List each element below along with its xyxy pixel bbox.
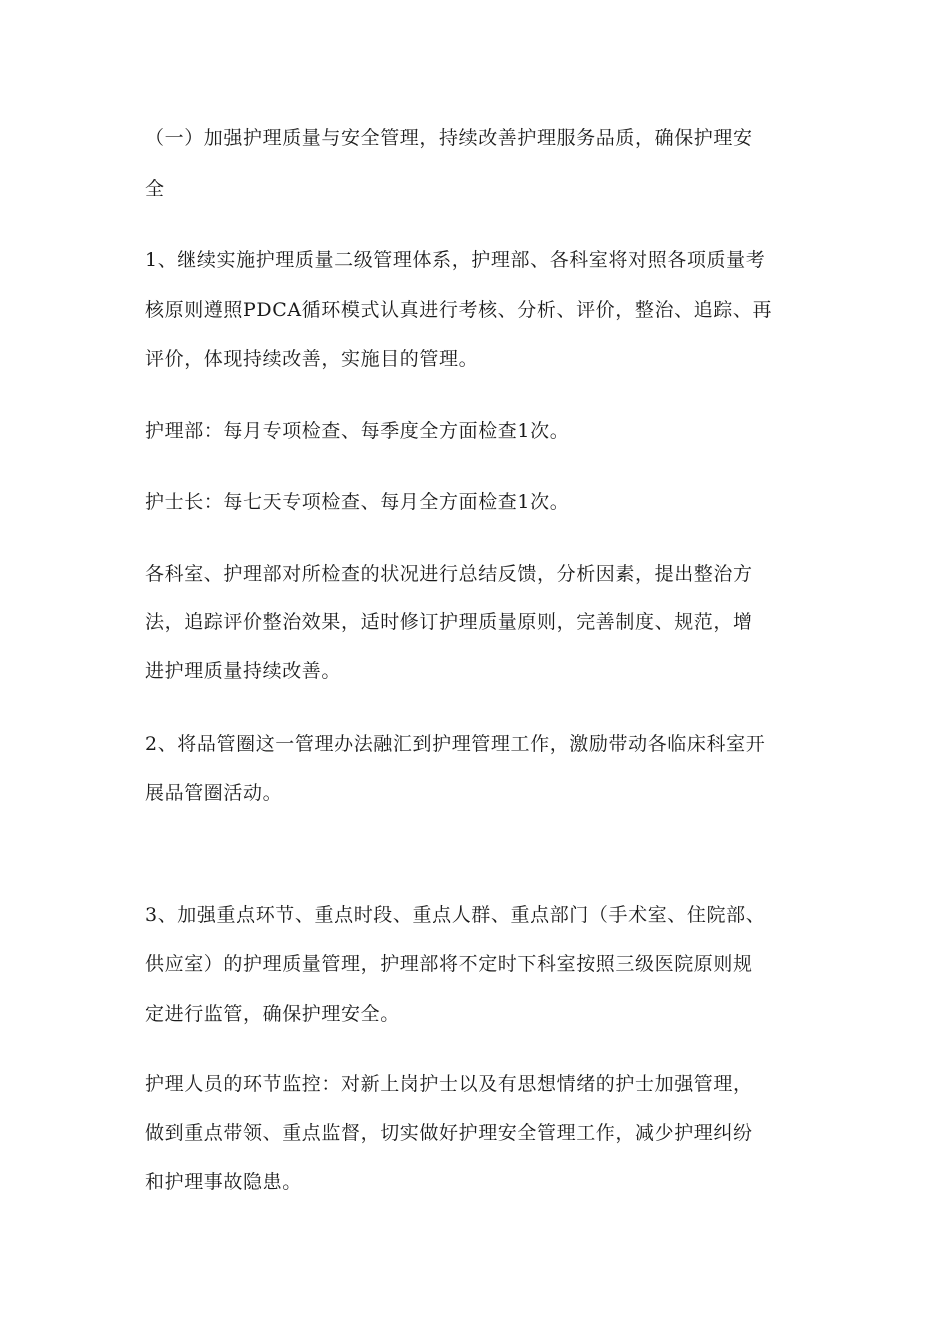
- item-1-line-1: 1、继续实施护理质量二级管理体系，护理部、各科室将对照各项质量考: [145, 249, 766, 271]
- item-3-line-1: 3、加强重点环节、重点时段、重点人群、重点部门（手术室、住院部、: [145, 904, 766, 926]
- feedback-paragraph-line-1: 各科室、护理部对所检查的状况进行总结反馈，分析因素，提出整治方: [145, 563, 753, 585]
- item-1-line-3: 评价，体现持续改善，实施目的管理。: [145, 348, 479, 370]
- staff-monitoring-line-1: 护理人员的环节监控：对新上岗护士以及有思想情绪的护士加强管理，: [145, 1073, 753, 1095]
- item-2-line-1: 2、将品管圈这一管理办法融汇到护理管理工作，激励带动各临床科室开: [145, 733, 766, 755]
- nursing-dept-check-line: 护理部：每月专项检查、每季度全方面检查1次。: [145, 420, 570, 442]
- item-3-line-2: 供应室）的护理质量管理，护理部将不定时下科室按照三级医院原则规: [145, 953, 753, 975]
- item-1-line-2: 核原则遵照PDCA循环模式认真进行考核、分析、评价，整治、追踪、再: [145, 299, 773, 321]
- head-nurse-check-line: 护士长：每七天专项检查、每月全方面检查1次。: [145, 491, 570, 513]
- item-2-line-2: 展品管圈活动。: [145, 782, 283, 804]
- section-heading-line-2: 全: [145, 178, 165, 200]
- feedback-paragraph-line-3: 进护理质量持续改善。: [145, 660, 342, 682]
- staff-monitoring-line-2: 做到重点带领、重点监督，切实做好护理安全管理工作，减少护理纠纷: [145, 1122, 753, 1144]
- staff-monitoring-line-3: 和护理事故隐患。: [145, 1171, 302, 1193]
- item-3-line-3: 定进行监管，确保护理安全。: [145, 1003, 400, 1025]
- section-heading-line-1: （一）加强护理质量与安全管理，持续改善护理服务品质，确保护理安: [145, 127, 753, 149]
- feedback-paragraph-line-2: 法，追踪评价整治效果，适时修订护理质量原则，完善制度、规范，增: [145, 611, 753, 633]
